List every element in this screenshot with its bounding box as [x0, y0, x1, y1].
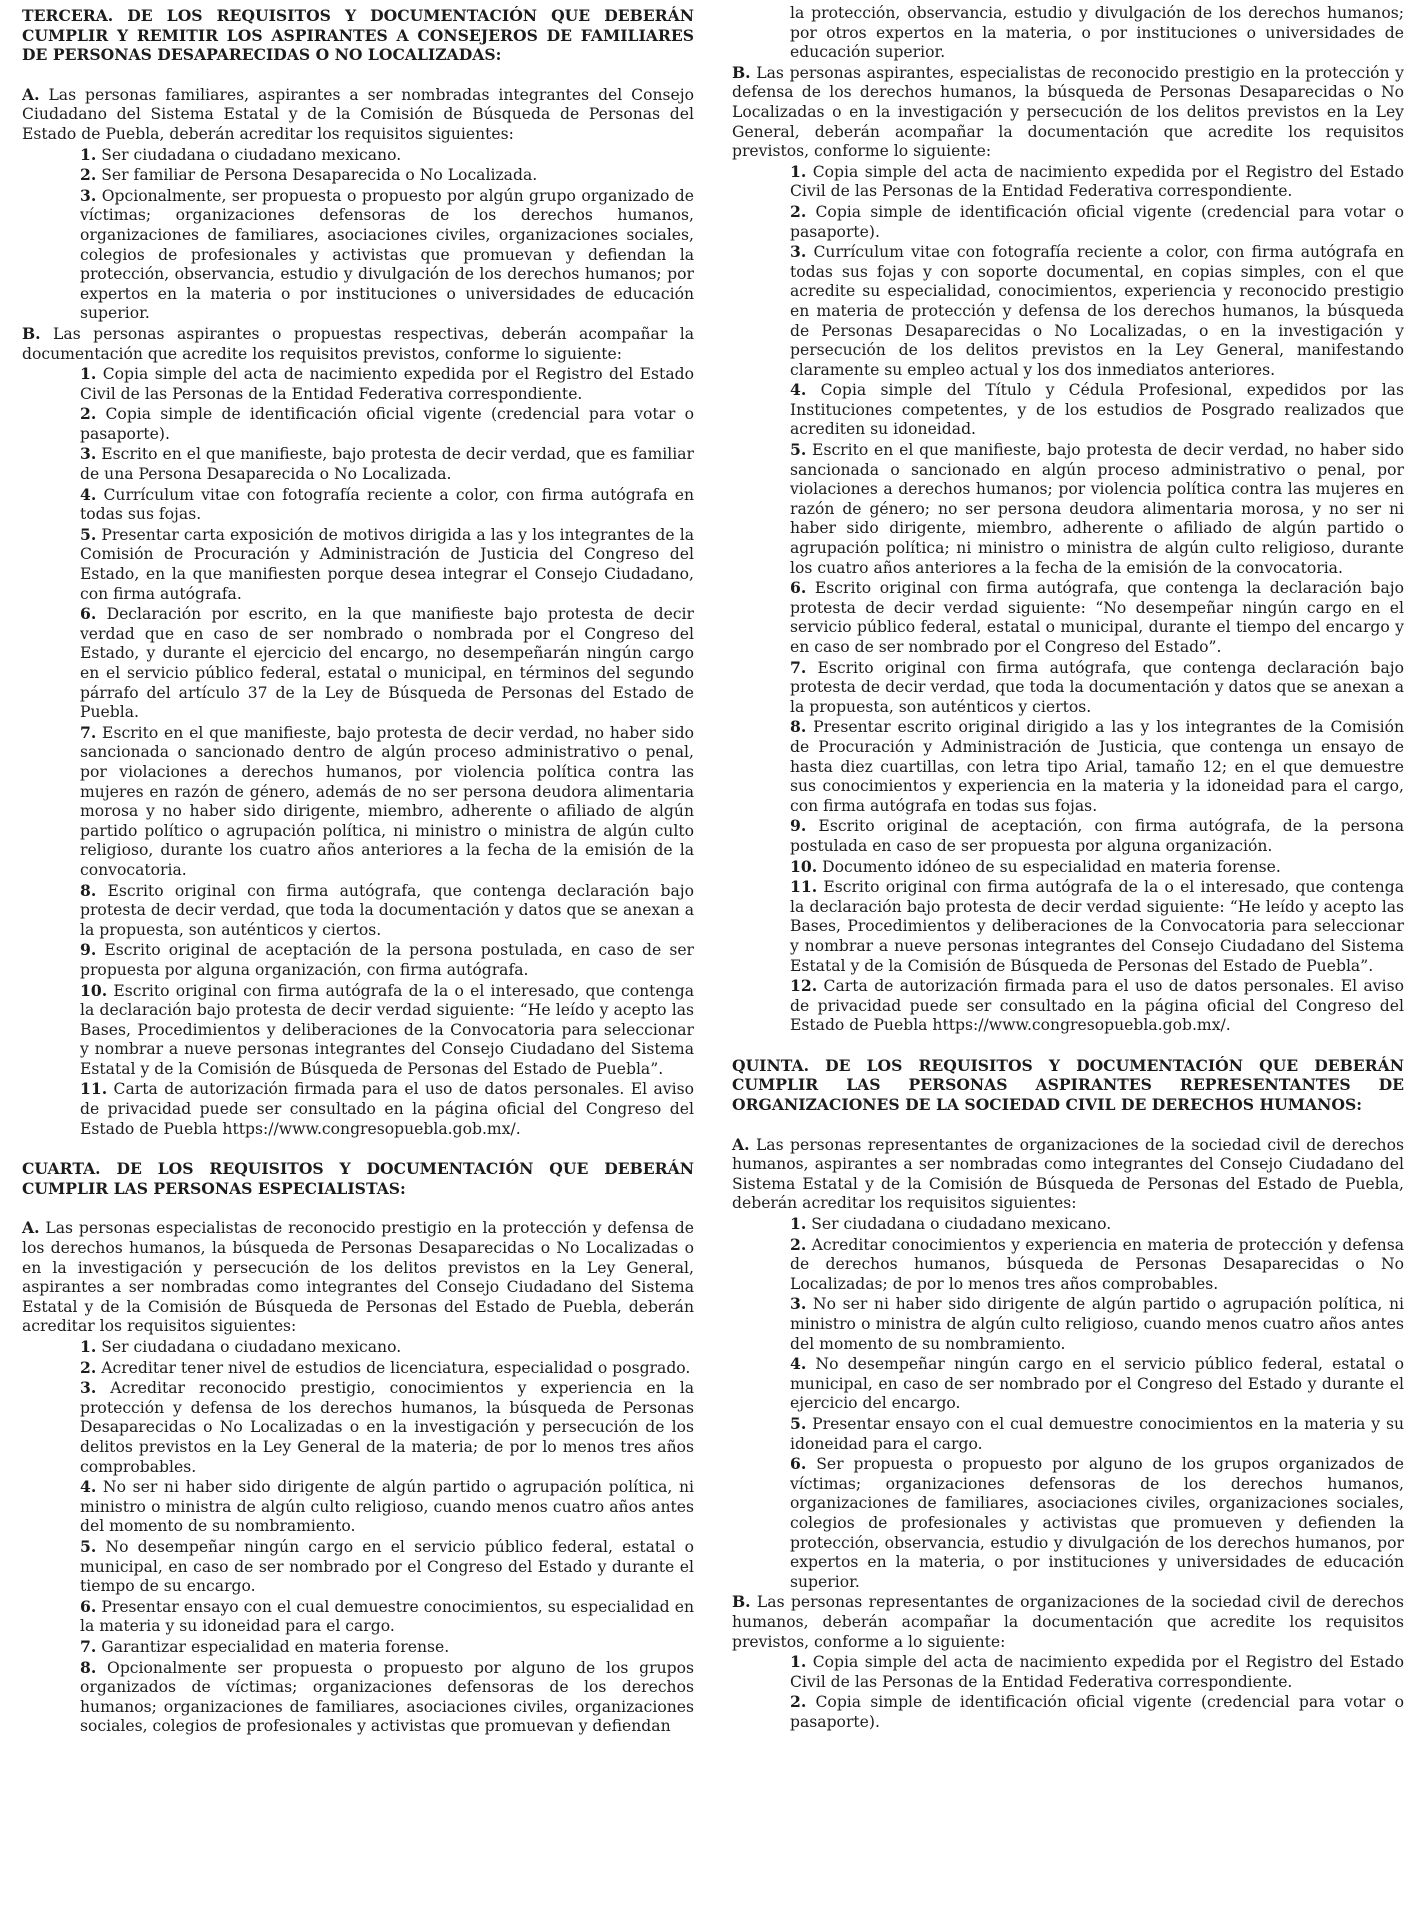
list-item-number: 9. [80, 940, 97, 960]
quinta-a-list [732, 1214, 1404, 1592]
list-item-text: Presentar carta exposición de motivos dirigida a las y los integrantes de la Comisión de Procuración y Administración de Justicia del Congreso del Estado, en la que manifiesten porque desea integrar el Consejo Ciudadano, con firma autógrafa. [80, 525, 694, 603]
list-item [80, 981, 694, 1080]
list-item-number: 2. [790, 201, 807, 221]
list-item-text: Escrito original con firma autógrafa de la o el interesado, que contenga la declaración bajo protesta de decir verdad siguiente: “He leído y acepto las Bases, Procedimientos y deliberaciones de la Convocatoria para seleccionar y nombrar a nueve personas integrantes del Consejo Ciudadano del Sistema Estatal y de la Comisión de Búsqueda de Personas del Estado de Puebla”. [80, 981, 694, 1078]
list-item-text: Copia simple del Título y Cédula Profesional, expedidos por las Instituciones competentes, y de los estudios de Posgrado realizados que acrediten su idoneidad. [790, 381, 1404, 439]
list-item-text: Declaración por escrito, en la que manifieste bajo protesta de decir verdad que en caso de ser nombrado o nombrada por el Congreso del Estado, y durante el ejercicio del encargo, no desempeñarán ningún cargo en el servicio público federal, estatal o municipal, en términos del segundo párrafo del artículo 37 de la Ley de Búsqueda de Personas del Estado de Puebla. [80, 605, 694, 722]
list-item [80, 165, 694, 186]
list-item-number: 7. [80, 722, 97, 742]
list-item-number: 4. [80, 484, 97, 504]
list-item-text: No desempeñar ningún cargo en el servicio público federal, estatal o municipal, en caso de ser nombrado por el Congreso del Estado y durante el tiempo de su encargo. [80, 1537, 694, 1596]
list-item-text: Ser ciudadana o ciudadano mexicano. [96, 145, 402, 164]
list-item-text: Presentar ensayo con el cual demuestre conocimientos en la materia y su idoneidad para el cargo. [790, 1414, 1404, 1453]
tercera-b-text: Las personas aspirantes o propuestas respectivas, deberán acompañar la documentación que acredite los requisitos previstos, conforme lo siguiente: [22, 324, 694, 363]
list-item [80, 1537, 694, 1597]
list-item [80, 723, 694, 881]
tercera-a-text: Las personas familiares, aspirantes a ser nombradas integrantes del Consejo Ciudadano del Sistema Estatal y de la Comisión de Búsqueda de Personas del Estado de Puebla, deberán acreditar los requisitos siguientes: [22, 85, 694, 143]
list-item [80, 364, 694, 404]
list-item-text: Copia simple de identificación oficial vigente (credencial para votar o pasaporte). [790, 202, 1404, 241]
list-item [80, 1079, 694, 1139]
list-item [80, 1358, 694, 1379]
list-item-text: Acreditar reconocido prestigio, conocimientos y experiencia en la protección y defensa de los derechos humanos, la búsqueda de Personas Desaparecidas o No Localizadas o en la investigación y persecución de los delitos previstos en la Ley General de la materia; de por lo menos tres años comprobables. [80, 1379, 694, 1476]
list-item [790, 1454, 1404, 1592]
list-item [80, 145, 694, 166]
list-item-number: 6. [80, 604, 97, 624]
list-item-text: Copia simple del acta de nacimiento expedida por el Registro del Estado Civil de las Personas de la Entidad Federativa correspondiente. [790, 162, 1404, 201]
list-item-text: Ser ciudadana o ciudadano mexicano. [806, 1215, 1112, 1234]
list-item-number: 2. [80, 1357, 97, 1377]
left-column [22, 4, 694, 1906]
list-item [80, 525, 694, 604]
list-item-text: Acreditar conocimientos y experiencia en materia de protección y defensa de derechos humanos, búsqueda de Personas Desaparecidas o No Localizadas; de por lo menos tres años comprobables. [790, 1235, 1404, 1293]
list-item-number: 1. [80, 364, 97, 384]
list-item-number: 7. [790, 657, 807, 677]
list-item [790, 162, 1404, 202]
quinta-b-paragraph [732, 1592, 1404, 1652]
list-item-number: 10. [790, 856, 818, 876]
quinta-a-text: Las personas representantes de organizaciones de la sociedad civil de derechos humanos, aspirantes a ser nombradas como integrantes del Consejo Ciudadano del Sistema Estatal y de la Comisión de Búsqueda de Personas del Estado de Puebla, deberán acreditar los requisitos siguientes: [732, 1135, 1404, 1213]
list-item-text: Escrito original de aceptación, con firma autógrafa, de la persona postulada en caso de ser propuesta por alguna organización. [790, 817, 1404, 855]
list-item [80, 940, 694, 980]
list-item [790, 440, 1404, 578]
list-item-text: Carta de autorización firmada para el uso de datos personales. El aviso de privacidad puede ser consultado en la página oficial del Congreso del Estado de Puebla https://www.congresopuebla.gob.mx/. [80, 1080, 694, 1138]
list-item [790, 242, 1404, 380]
list-item-text: Garantizar especialidad en materia forense. [96, 1637, 450, 1656]
quinta-b-text: Las personas representantes de organizaciones de la sociedad civil de derechos humanos, deberán acompañar la documentación que acredite los requisitos previstos, conforme a lo siguiente: [732, 1593, 1404, 1651]
list-item-number: 10. [80, 980, 108, 1000]
list-item-text: Documento idóneo de su especialidad en materia forense. [817, 857, 1281, 876]
list-item-text: Acreditar tener nivel de estudios de licenciatura, especialidad o posgrado. [96, 1358, 691, 1377]
tercera-a-list [22, 145, 694, 324]
list-item-text: Ser propuesta o propuesto por alguno de los grupos organizados de víctimas; organizaciones defensoras de los derechos humanos, organizaciones de familiares, asociaciones civiles, organizaciones sociales, colegios de profesionales y activistas que promueven y defienden la protección, observancia, estudio y divulgación de los derechos humanos, por expertos en la materia, o por instituciones y universidades de educación superior. [790, 1455, 1404, 1591]
list-item-number: 6. [80, 1596, 97, 1616]
cuarta-a-label: A. [22, 1218, 40, 1238]
list-item-text: Escrito original con firma autógrafa de la o el interesado, que contenga la declaración bajo protesta de decir verdad siguiente: “He leído y acepto las Bases, Procedimientos y deliberaciones de la Convocatoria para seleccionar y nombrar a nueve personas integrantes del Consejo Ciudadano del Sistema Estatal y de la Comisión de Búsqueda de Personas del Estado de Puebla”. [790, 878, 1404, 975]
list-item-text: Currículum vitae con fotografía reciente a color, con firma autógrafa en todas sus fojas y con soporte documental, en copias simples, con el que acredite su especialidad, conocimientos, experiencia y reconocido prestigio en materia de protección y defensa de los derechos humanos, la búsqueda de Personas Desaparecidas o No Localizadas, o en la investigación y persecución de los delitos previstos en la Ley General, manifestando claramente su empleo actual y los dos inmediatos anteriores. [790, 243, 1404, 379]
cuarta-b-text: Las personas aspirantes, especialistas de reconocido prestigio en la protección y defensa de los derechos humanos, la búsqueda de Personas Desaparecidas o No Localizadas o en la investigación y persecución de los delitos previstos en la Ley General, deberán acompañar la documentación que acredite los requisitos previstos, conforme lo siguiente: [732, 63, 1404, 161]
tercera-a-label: A. [22, 84, 40, 104]
list-item-number: 5. [790, 1413, 807, 1433]
tercera-b-list [22, 364, 694, 1139]
list-item [80, 1637, 694, 1658]
list-item-text: Copia simple del acta de nacimiento expedida por el Registro del Estado Civil de las Personas de la Entidad Federativa correspondiente. [790, 1653, 1404, 1691]
cuarta-b-list [732, 162, 1404, 1036]
list-item-text: Copia simple de identificación oficial vigente (credencial para votar o pasaporte). [790, 1693, 1404, 1731]
section-quinta-heading: QUINTA. DE LOS REQUISITOS Y DOCUMENTACIÓN QUE DEBERÁN CUMPLIR LAS PERSONAS ASPIRANTES REPRESENTANTES DE ORGANIZACIONES DE LA SOCIEDAD CIVIL DE DERECHOS HUMANOS: [732, 1055, 1404, 1115]
list-item-number: 1. [80, 144, 97, 164]
list-item-number: 4. [790, 380, 807, 400]
list-item [790, 202, 1404, 242]
list-item [80, 444, 694, 484]
list-item-text: Escrito en el que manifieste, bajo protesta de decir verdad, que es familiar de una Persona Desaparecida o No Localizada. [80, 445, 694, 484]
list-item-text: Opcionalmente, ser propuesta o propuesto por algún grupo organizado de víctimas; organizaciones defensoras de los derechos humanos, organizaciones de familiares, asociaciones civiles, organizaciones sociales, colegios de profesionales y activistas que promuevan y defiendan la protección, observancia, estudio y divulgación de los derechos humanos; por expertos en la materia o por instituciones o universidades de educación superior. [80, 186, 694, 323]
list-item [790, 1235, 1404, 1295]
cuarta-a-list [22, 1337, 694, 1737]
list-item-text: Presentar escrito original dirigido a las y los integrantes de la Comisión de Procuración y Administración de Justicia, que contenga un ensayo de hasta diez cuartillas, con letra tipo Arial, tamaño 12; en el que demuestre sus conocimientos y experiencia en la materia y la idoneidad para el cargo, con firma autógrafa en todas sus fojas. [790, 718, 1404, 815]
list-item-text: Escrito original con firma autógrafa, que contenga la declaración bajo protesta de decir verdad siguiente: “No desempeñar ningún cargo en el servicio público federal, estatal o municipal, durante el tiempo del encargo y en caso de ser nombrado por el Congreso del Estado”. [790, 579, 1404, 656]
cuarta-a-paragraph [22, 1218, 694, 1337]
list-item-number: 3. [790, 1294, 807, 1314]
list-item [790, 1652, 1404, 1692]
list-item-number: 8. [80, 880, 97, 900]
list-item-text: No desempeñar ningún cargo en el servicio público federal, estatal o municipal, en caso de ser nombrado por el Congreso del Estado y durante el ejercicio del encargo. [790, 1355, 1404, 1413]
list-item [790, 857, 1404, 878]
section-tercera-heading: TERCERA. DE LOS REQUISITOS Y DOCUMENTACIÓN QUE DEBERÁN CUMPLIR Y REMITIR LOS ASPIRANTES A CONSEJEROS DE FAMILIARES DE PERSONAS DESAPARECIDAS O NO LOCALIZADAS: [22, 6, 694, 65]
cuarta-a-text: Las personas especialistas de reconocido prestigio en la protección y defensa de los derechos humanos, la búsqueda de Personas Desaparecidas o No Localizadas o en la investigación y persecución de los delitos previstos en la Ley General, aspirantes a ser nombradas como integrantes del Consejo Ciudadano del Sistema Estatal y de la Comisión de Búsqueda de Personas del Estado de Puebla, deberán acreditar los requisitos siguientes: [22, 1219, 694, 1336]
cuarta-b-paragraph [732, 63, 1404, 162]
list-item-number: 5. [80, 1536, 97, 1556]
list-item-number: 1. [790, 1214, 807, 1234]
list-item [80, 485, 694, 525]
list-item-number: 3. [790, 242, 807, 262]
list-item-number: 5. [80, 524, 97, 544]
cuarta-item-8-continuation: la protección, observancia, estudio y divulgación de los derechos humanos; por otros expertos en la materia, o por instituciones o universidades de educación superior. [790, 4, 1404, 62]
list-item-number: 9. [790, 816, 807, 836]
list-item [80, 1597, 694, 1637]
list-item-number: 2. [80, 404, 97, 424]
list-item-number: 2. [80, 165, 97, 185]
list-item [80, 1477, 694, 1537]
tercera-a-paragraph [22, 85, 694, 145]
list-item-number: 4. [790, 1354, 807, 1374]
quinta-b-label: B. [732, 1592, 751, 1612]
list-item-text: No ser ni haber sido dirigente de algún partido o agrupación política, ni ministro o ministra de algún culto religioso, cuando menos cuatro años antes del momento de su nombramiento. [790, 1295, 1404, 1353]
right-column [732, 4, 1404, 1906]
list-item [80, 1378, 694, 1477]
list-item-number: 11. [80, 1079, 108, 1099]
list-item [790, 578, 1404, 657]
list-item-number: 1. [80, 1337, 97, 1356]
list-item-number: 8. [80, 1657, 97, 1677]
list-item-number: 3. [80, 185, 97, 205]
list-item [80, 186, 694, 324]
list-item-number: 2. [790, 1234, 807, 1254]
list-item [790, 717, 1404, 816]
list-item-number: 3. [80, 1378, 97, 1398]
list-item-number: 3. [80, 444, 97, 464]
section-cuarta-heading: CUARTA. DE LOS REQUISITOS Y DOCUMENTACIÓN QUE DEBERÁN CUMPLIR LAS PERSONAS ESPECIALISTAS: [22, 1159, 694, 1198]
list-item-text: Copia simple de identificación oficial vigente (credencial para votar o pasaporte). [80, 405, 694, 443]
list-item-text: Carta de autorización firmada para el uso de datos personales. El aviso de privacidad puede ser consultado en la página oficial del Congreso del Estado de Puebla https://www.congresopuebla.gob.mx/. [790, 977, 1404, 1035]
quinta-b-list [732, 1652, 1404, 1732]
tercera-b-paragraph [22, 324, 694, 364]
tercera-b-label: B. [22, 323, 41, 343]
list-item-number: 2. [790, 1692, 807, 1712]
list-item [80, 1658, 694, 1737]
list-item-number: 7. [80, 1636, 97, 1656]
list-item-number: 8. [790, 717, 807, 737]
list-item [790, 877, 1404, 976]
list-item-text: Ser familiar de Persona Desaparecida o No Localizada. [96, 166, 538, 185]
list-item-text: Ser ciudadana o ciudadano mexicano. [96, 1338, 402, 1356]
list-item [790, 816, 1404, 856]
list-item-number: 1. [790, 1652, 807, 1672]
list-item [790, 1294, 1404, 1354]
list-item-number: 4. [80, 1477, 97, 1497]
list-item [790, 1692, 1404, 1732]
list-item-text: Presentar ensayo con el cual demuestre conocimientos, su especialidad en la materia y su idoneidad para el cargo. [80, 1597, 694, 1636]
list-item [790, 1414, 1404, 1454]
list-item [790, 976, 1404, 1036]
list-item-number: 1. [790, 161, 807, 181]
list-item-number: 6. [790, 578, 807, 598]
list-item [790, 1354, 1404, 1414]
list-item-text: Escrito original con firma autógrafa, que contenga declaración bajo protesta de decir verdad, que toda la documentación y datos que se anexan a la propuesta, son auténticos y ciertos. [80, 881, 694, 939]
quinta-a-paragraph [732, 1135, 1404, 1214]
cuarta-b-label: B. [732, 62, 751, 82]
list-item [80, 604, 694, 723]
list-item-text: Escrito original de aceptación de la persona postulada, en caso de ser propuesta por alguna organización, con firma autógrafa. [80, 941, 694, 979]
list-item [80, 1337, 694, 1358]
list-item-number: 12. [790, 976, 818, 996]
list-item-number: 5. [790, 440, 807, 460]
list-item [790, 658, 1404, 718]
list-item-text: Opcionalmente ser propuesta o propuesto por alguno de los grupos organizados de víctimas; organizaciones defensoras de los derechos humanos; organizaciones de familiares, asociaciones civiles, organizaciones sociales, colegios de profesionales y activistas que promuevan y defiendan [80, 1658, 694, 1736]
list-item-number: 6. [790, 1454, 807, 1474]
list-item-text: Currículum vitae con fotografía reciente a color, con firma autógrafa en todas sus fojas. [80, 485, 694, 524]
list-item-text: Copia simple del acta de nacimiento expedida por el Registro del Estado Civil de las Personas de la Entidad Federativa correspondiente. [80, 365, 694, 403]
list-item [790, 380, 1404, 440]
list-item [790, 1214, 1404, 1235]
list-item-text: Escrito en el que manifieste, bajo protesta de decir verdad, no haber sido sancionada o sancionado dentro de algún proceso administrativo o penal, por violaciones a derechos humanos, por violencia política contra las mujeres en razón de género, además de no ser persona deudora alimentaria morosa y no haber sido dirigente, miembro, adherente o afiliado de algún partido político o agrupación política, ni ministro o ministra de algún culto religioso, durante los cuatro años anteriores a la fecha de la emisión de la convocatoria. [80, 723, 694, 879]
list-item-text: Escrito en el que manifieste, bajo protesta de decir verdad, no haber sido sancionada o sancionado en algún proceso administrativo o penal, por violaciones a derechos humanos; por violencia política contra las mujeres en razón de género; no ser persona deudora alimentaria morosa, y no ser ni haber sido dirigente, miembro, adherente o afiliado de algún partido o agrupación política; ni ministro o ministra de algún culto religioso, durante los cuatro años anteriores a la fecha de la emisión de la convocatoria. [790, 441, 1404, 577]
quinta-a-label: A. [732, 1134, 750, 1154]
list-item [80, 404, 694, 444]
list-item-text: No ser ni haber sido dirigente de algún partido o agrupación política, ni ministro o ministra de algún culto religioso, cuando menos cuatro años antes del momento de su nombramiento. [80, 1478, 694, 1536]
list-item-text: Escrito original con firma autógrafa, que contenga declaración bajo protesta de decir verdad, que toda la documentación y datos que se anexan a la propuesta, son auténticos y ciertos. [790, 658, 1404, 716]
list-item-number: 11. [790, 877, 818, 897]
list-item [80, 881, 694, 941]
